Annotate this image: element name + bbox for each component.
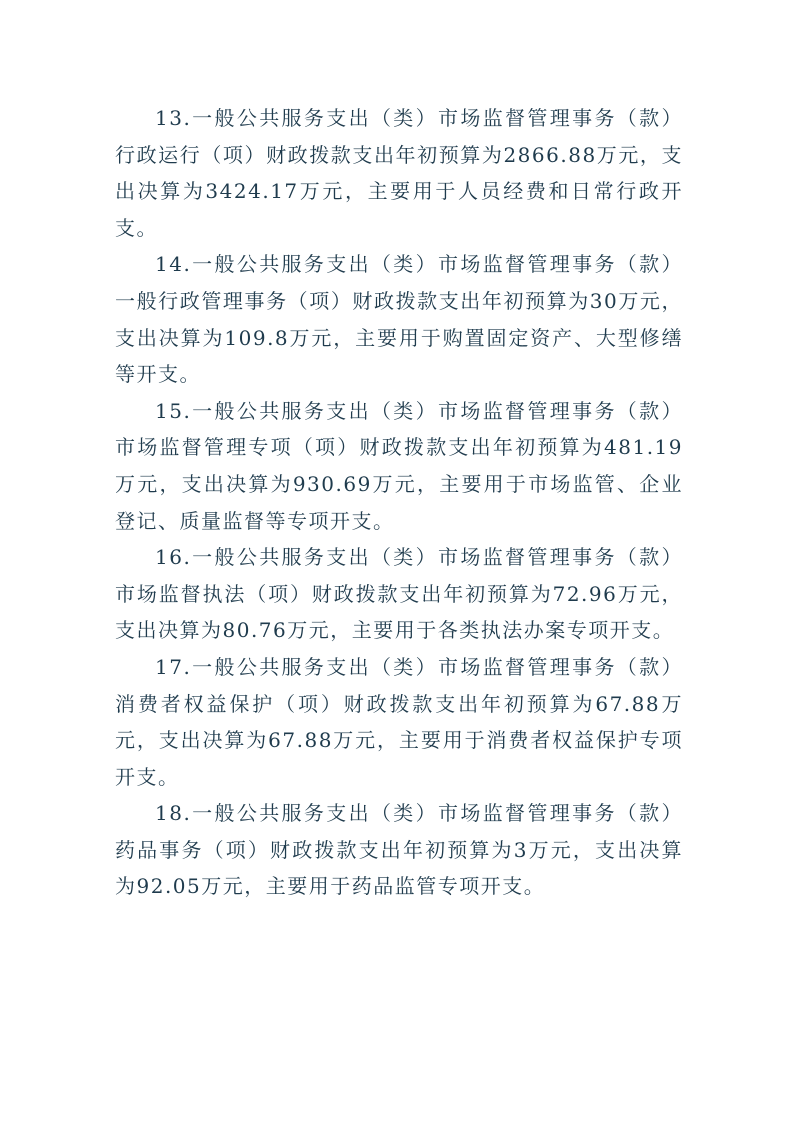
paragraph-17: 17.一般公共服务支出（类）市场监督管理事务（款）消费者权益保护（项）财政拨款支出年初预算为67.88万元，支出决算为67.88万元，主要用于消费者权益保护专项开支。 <box>115 654 683 789</box>
paragraph-15: 15.一般公共服务支出（类）市场监督管理事务（款）市场监督管理专项（项）财政拨款支出年初预算为481.19万元，支出决算为930.69万元，主要用于市场监管、企业登记、质量监督等专项开支。 <box>115 398 683 533</box>
paragraph-14: 14.一般公共服务支出（类）市场监督管理事务（款）一般行政管理事务（项）财政拨款支出年初预算为30万元，支出决算为109.8万元，主要用于购置固定资产、大型修缮等开支。 <box>115 252 683 387</box>
paragraph-16: 16.一般公共服务支出（类）市场监督管理事务（款）市场监督执法（项）财政拨款支出年初预算为72.96万元，支出决算为80.76万元，主要用于各类执法办案专项开支。 <box>115 545 683 643</box>
document-body <box>115 100 683 905</box>
paragraph-13: 13.一般公共服务支出（类）市场监督管理事务（款）行政运行（项）财政拨款支出年初预算为2866.88万元，支出决算为3424.17万元，主要用于人员经费和日常行政开支。 <box>115 106 683 240</box>
paragraph-18: 18.一般公共服务支出（类）市场监督管理事务（款）药品事务（项）财政拨款支出年初预算为3万元，支出决算为92.05万元，主要用于药品监管专项开支。 <box>115 801 683 899</box>
